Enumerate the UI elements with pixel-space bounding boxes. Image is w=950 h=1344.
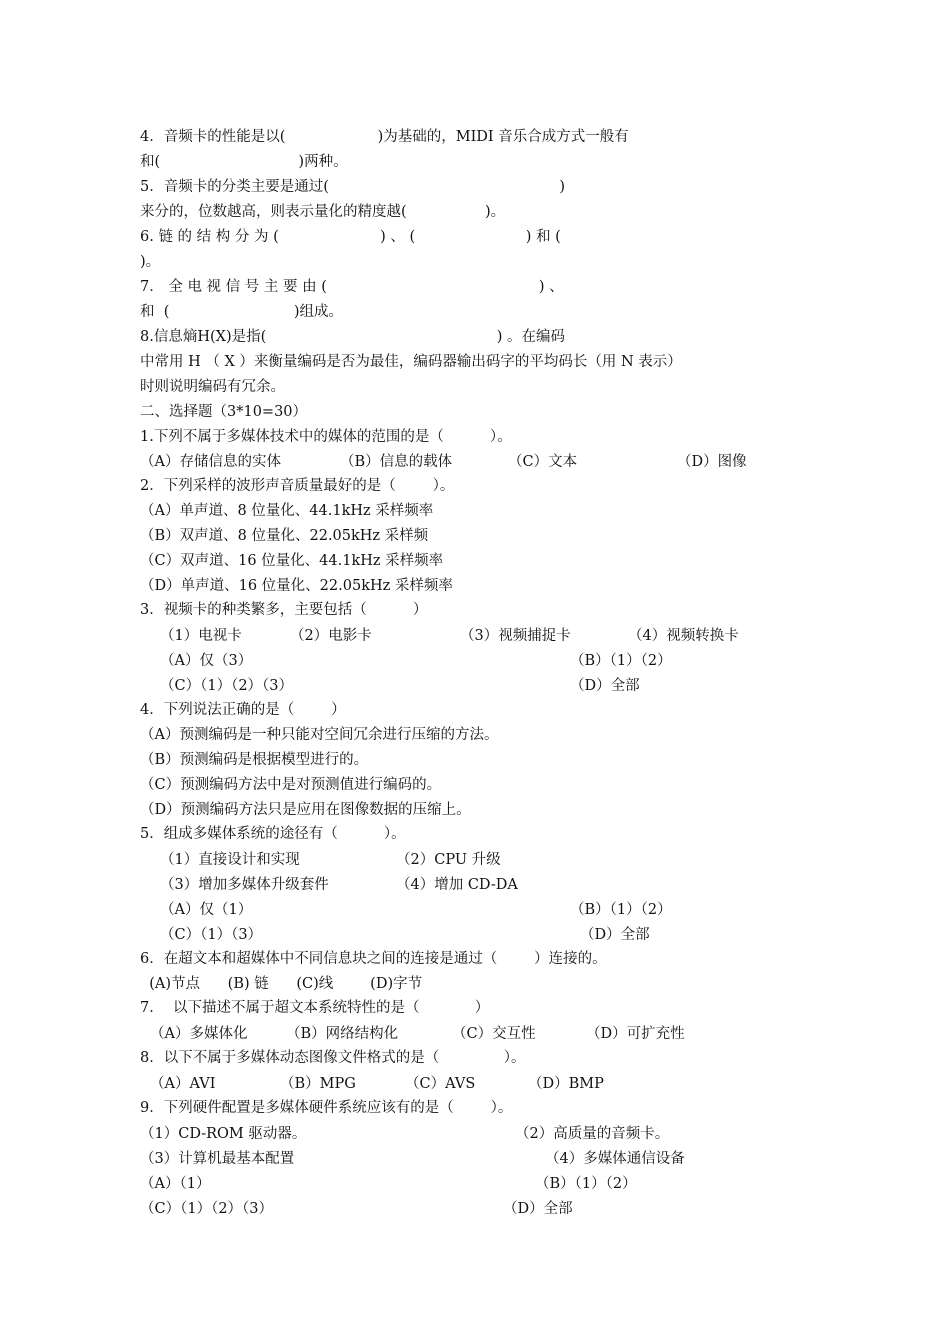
fill-q8-line2: 中常用 H （ X ）来衡量编码是否为最佳，编码器输出码字的平均码长（用 N 表示） [140, 354, 682, 370]
choice-q9-item-4: （4）多媒体通信设备 [545, 1151, 685, 1167]
choice-q3-option-b: （B）（1）（2） [570, 653, 672, 669]
choice-q7-option-b: （B）网络结构化 [286, 1026, 399, 1042]
choice-q3-option-c: （C）（1）（2）（3） [160, 678, 294, 694]
choice-q8-option-a: （A）AVI [150, 1076, 216, 1092]
choice-q8-option-b: （B）MPG [280, 1076, 356, 1092]
choice-q2-option-a: （A）单声道、8 位量化、44.1kHz 采样频率 [140, 503, 434, 519]
choice-q9: 9．下列硬件配置是多媒体硬件系统应该有的是（ ）。 [140, 1100, 513, 1116]
choice-q5-item-2: （2）CPU 升级 [396, 852, 501, 868]
choice-q9-option-c: （C）（1）（2）（3） [140, 1201, 274, 1217]
choice-q3-item-3: （3）视频捕捉卡 [460, 628, 571, 644]
fill-q6-line2: )。 [140, 254, 161, 270]
choice-q3-item-2: （2）电影卡 [290, 628, 372, 644]
choice-q5-item-3: （3）增加多媒体升级套件 [160, 877, 329, 893]
choice-q5-item-4: （4）增加 CD-DA [396, 877, 518, 893]
choice-q8: 8．以下不属于多媒体动态图像文件格式的是（ ）。 [140, 1050, 526, 1066]
choice-q2-option-c: （C）双声道、16 位量化、44.1kHz 采样频率 [140, 553, 444, 569]
choice-q9-option-a: （A）（1） [140, 1176, 211, 1192]
choice-q1-option-c: （C）文本 [508, 454, 578, 470]
choice-q8-option-d: （D）BMP [528, 1076, 604, 1092]
choice-q8-option-c: （C）AVS [405, 1076, 476, 1092]
choice-q9-option-d: （D）全部 [503, 1201, 573, 1217]
fill-q7-line1: 7． 全 电 视 信 号 主 要 由 ( ) 、 [140, 279, 564, 295]
choice-q4: 4．下列说法正确的是（ ） [140, 702, 346, 718]
choice-q9-item-3: （3）计算机最基本配置 [140, 1151, 295, 1167]
choice-q2-option-b: （B）双声道、8 位量化、22.05kHz 采样频 [140, 528, 429, 544]
choice-q1: 1.下列不属于多媒体技术中的媒体的范围的是（ ）。 [140, 429, 512, 445]
choice-q3: 3．视频卡的种类繁多，主要包括（ ） [140, 602, 428, 618]
choice-q4-option-a: （A）预测编码是一种只能对空间冗余进行压缩的方法。 [140, 727, 499, 743]
choice-q2-option-d: （D）单声道、16 位量化、22.05kHz 采样频率 [140, 578, 453, 594]
choice-q7-option-d: （D）可扩充性 [586, 1026, 685, 1042]
choice-q7: 7． 以下描述不属于超文本系统特性的是（ ） [140, 1000, 490, 1016]
choice-q3-item-4: （4）视频转换卡 [628, 628, 739, 644]
choice-q9-item-1: （1）CD-ROM 驱动器。 [140, 1126, 307, 1142]
choice-q1-option-a: （A）存储信息的实体 [140, 454, 281, 470]
choice-q3-option-a: （A）仅（3） [160, 653, 253, 669]
choice-q5: 5．组成多媒体系统的途径有（ ）。 [140, 826, 406, 842]
choice-q4-option-b: （B）预测编码是根据模型进行的。 [140, 752, 369, 768]
fill-q4-line2: 和( )两种。 [140, 154, 348, 170]
fill-q8-line1: 8.信息熵H(X)是指( ) 。在编码 [140, 329, 565, 345]
choice-q6: 6．在超文本和超媒体中不同信息块之间的连接是通过（ ）连接的。 [140, 951, 607, 967]
choice-q1-option-d: （D）图像 [677, 454, 747, 470]
fill-q6-line1: 6. 链 的 结 构 分 为 ( ) 、 ( ) 和 ( [140, 229, 561, 245]
choice-q9-item-2: （2）高质量的音频卡。 [515, 1126, 670, 1142]
choice-q3-option-d: （D）全部 [570, 678, 640, 694]
choice-q7-option-a: （A）多媒体化 [150, 1026, 248, 1042]
fill-q4-line1: 4．音频卡的性能是以( )为基础的，MIDI 音乐合成方式一般有 [140, 129, 629, 145]
choice-q6-options: (A)节点 (B) 链 (C)线 (D)字节 [140, 976, 423, 992]
choice-q4-option-d: （D）预测编码方法只是应用在图像数据的压缩上。 [140, 802, 471, 818]
choice-q5-option-b: （B）（1）（2） [570, 902, 672, 918]
fill-q7-line2: 和 ( )组成。 [140, 304, 343, 320]
fill-q5-line2: 来分的，位数越高，则表示量化的精度越( )。 [140, 204, 506, 220]
choice-q4-option-c: （C）预测编码方法中是对预测值进行编码的。 [140, 777, 442, 793]
choice-q1-option-b: （B）信息的载体 [340, 454, 453, 470]
section-title: 二、选择题（3*10=30） [140, 404, 308, 420]
choice-q5-item-1: （1）直接设计和实现 [160, 852, 300, 868]
choice-q5-option-c: （C）（1）（3） [160, 927, 263, 943]
choice-q7-option-c: （C）交互性 [452, 1026, 536, 1042]
choice-q3-item-1: （1）电视卡 [160, 628, 242, 644]
fill-q8-line3: 时则说明编码有冗余。 [140, 379, 285, 395]
fill-q5-line1: 5．音频卡的分类主要是通过( ) [140, 179, 565, 195]
choice-q5-option-a: （A）仅（1） [160, 902, 253, 918]
choice-q2: 2．下列采样的波形声音质量最好的是（ ）。 [140, 478, 455, 494]
choice-q9-option-b: （B）（1）（2） [535, 1176, 637, 1192]
choice-q5-option-d: （D）全部 [580, 927, 650, 943]
